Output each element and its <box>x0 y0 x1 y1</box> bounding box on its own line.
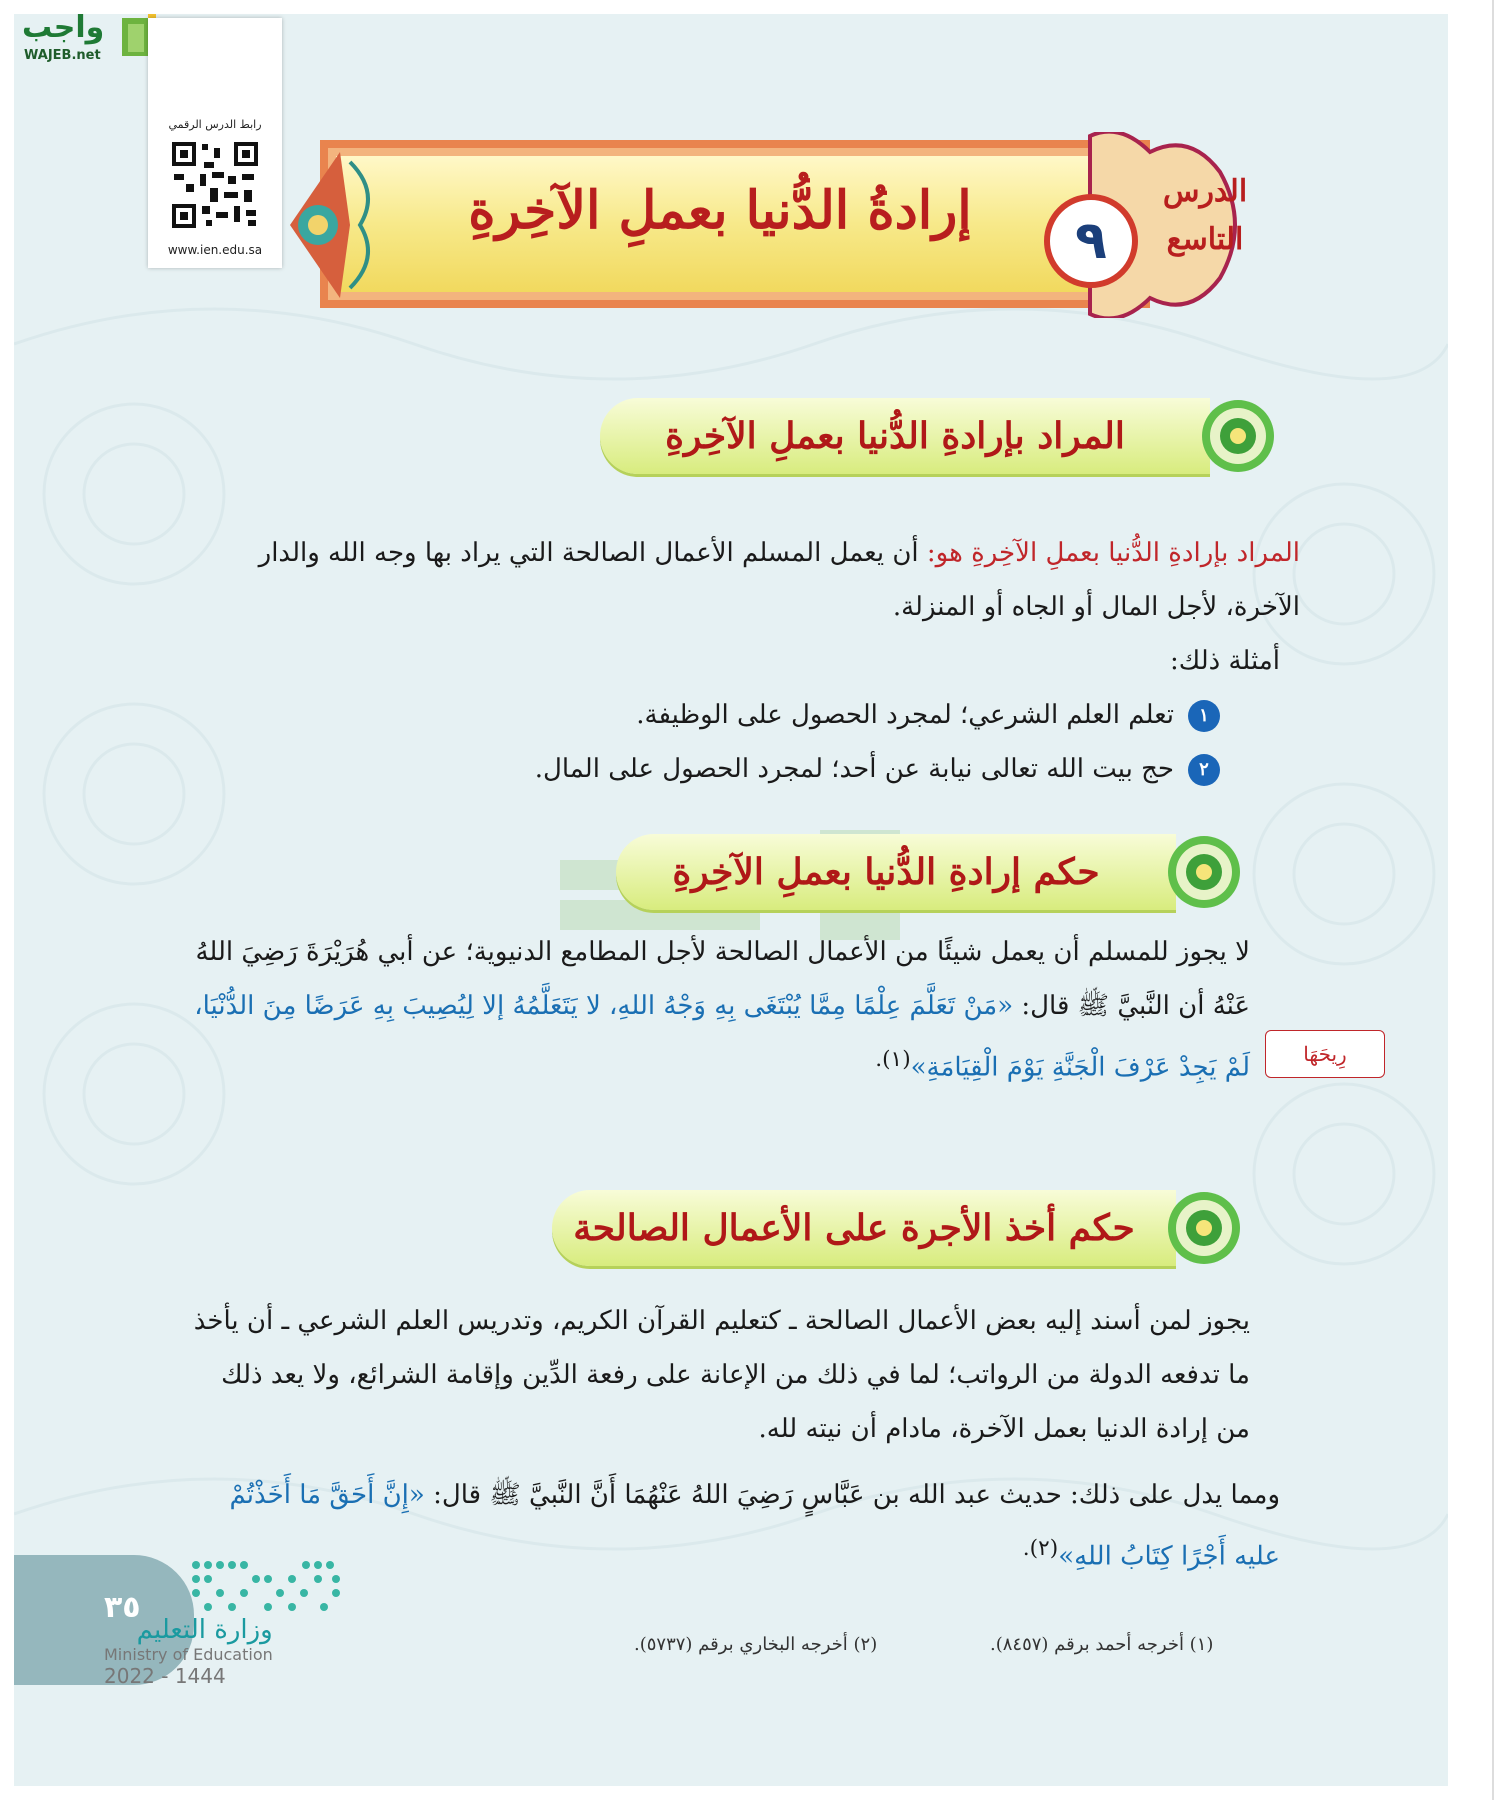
qr-label: رابط الدرس الرقمي <box>168 118 262 131</box>
lesson-number-badge: ٩ <box>1044 194 1138 288</box>
logo-arabic-text: واجب <box>22 10 105 45</box>
section1-definition <box>200 526 1300 634</box>
flower-ornament-icon <box>1162 830 1246 914</box>
section2-heading: حكم إرادةِ الدُّنيا بعملِ الآخِرةِ <box>672 851 1100 893</box>
section2-text: لا يجوز للمسلم أن يعمل شيئًا من الأعمال الصالحة لأجل المطامع الدنيوية؛ عن أبي هُرَيْرَةَ رَضِيَ اللهُ عَنْهُ أن النَّبيَّ ﷺ قال: <box>195 937 1250 1021</box>
section2-body <box>180 925 1250 1095</box>
margin-note: رِيحَهَا <box>1265 1030 1385 1078</box>
lesson-label-line1: الدرس <box>1162 174 1248 209</box>
qr-url: www.ien.edu.sa <box>167 243 263 257</box>
page-edge-line <box>1492 0 1494 1800</box>
edition-year: 2022 - 1444 <box>104 1664 226 1688</box>
section3-evidence-text: ومما يدل على ذلك: حديث عبد الله بن عَبَّاسٍ رَضِيَ اللهُ عَنْهُمَا أَنَّ النَّبيَّ ﷺ قال: <box>424 1480 1280 1510</box>
footnote-ref[interactable]: (١). <box>875 1047 911 1072</box>
lesson-label-line2: التاسع <box>1166 222 1244 257</box>
section3-heading-banner <box>552 1186 1246 1270</box>
footnote-ref[interactable]: (٢). <box>1022 1536 1059 1561</box>
example-item <box>200 688 1220 742</box>
definition-body: أن يعمل المسلم الأعمال الصالحة التي يراد بها وجه الله والدار الآخرة، لأجل المال أو الجاه أو المنزلة. <box>258 538 1300 622</box>
logo-latin-text: WAJEB.net <box>24 48 101 63</box>
ministry-name-english: Ministry of Education <box>104 1645 273 1664</box>
example-number-badge: ٢ <box>1188 754 1220 786</box>
lesson-label <box>1140 168 1270 264</box>
example-text: حج بيت الله تعالى نيابة عن أحد؛ لمجرد الحصول على المال. <box>534 754 1174 784</box>
footnote-1: (١) أخرجه أحمد برقم (٨٤٥٧). <box>990 1634 1214 1655</box>
page-number: ٣٥ <box>104 1590 141 1625</box>
footnote-2: (٢) أخرجه البخاري برقم (٥٧٣٧). <box>634 1634 878 1655</box>
definition-term: المراد بإرادةِ الدُّنيا بعملِ الآخِرةِ هو: <box>926 538 1300 568</box>
hadith-text: «إِنَّ أَحَقَّ مَا أَخَذْتُمْ عليه أَجْرًا كِتَابُ اللهِ» <box>229 1480 1280 1572</box>
hadith-text: «مَنْ تَعَلَّمَ عِلْمًا مِمَّا يُبْتَغَى بِهِ وَجْهُ اللهِ، لا يَتَعَلَّمُهُ إلا لِيُصِيبَ بِهِ عَرَضًا مِنَ الدُّنْيَا، لَمْ يَجِدْ عَرْفَ الْجَنَّةِ يَوْمَ الْقِيَامَةِ» <box>194 991 1250 1083</box>
ministry-logo-dots-icon <box>186 1555 356 1613</box>
example-text: تعلم العلم الشرعي؛ لمجرد الحصول على الوظيفة. <box>636 700 1174 730</box>
example-number-badge: ١ <box>1188 700 1220 732</box>
qr-card[interactable] <box>148 18 282 268</box>
examples-label: أمثلة ذلك: <box>1170 646 1280 676</box>
ministry-logo <box>104 1615 273 1688</box>
ministry-name-arabic: وزارة التعليم <box>136 1615 273 1645</box>
section2-heading-banner <box>616 830 1246 914</box>
section1-heading: المراد بإرادةِ الدُّنيا بعملِ الآخِرةِ <box>665 415 1125 457</box>
section3-heading: حكم أخذ الأجرة على الأعمال الصالحة <box>573 1207 1135 1249</box>
qr-code-icon <box>170 140 260 230</box>
flower-ornament-icon <box>1196 394 1280 478</box>
section3-paragraph: يجوز لمن أسند إليه بعض الأعمال الصالحة ـ كتعليم القرآن الكريم، وتدريس العلم الشرعي ـ أن يأخذ ما تدفعه الدولة من الرواتب؛ لما في ذلك من الإعانة على رفعة الدِّين وإقامة الشرائع، ولا يعد ذلك من إرادة الدنيا بعمل الآخرة، مادام أن نيته لله. <box>193 1306 1250 1444</box>
flower-ornament-icon <box>1162 1186 1246 1270</box>
example-item <box>200 742 1220 796</box>
section1-heading-banner <box>600 394 1280 478</box>
lesson-title: إرادةُ الدُّنيا بعملِ الآخِرةِ <box>468 180 972 241</box>
